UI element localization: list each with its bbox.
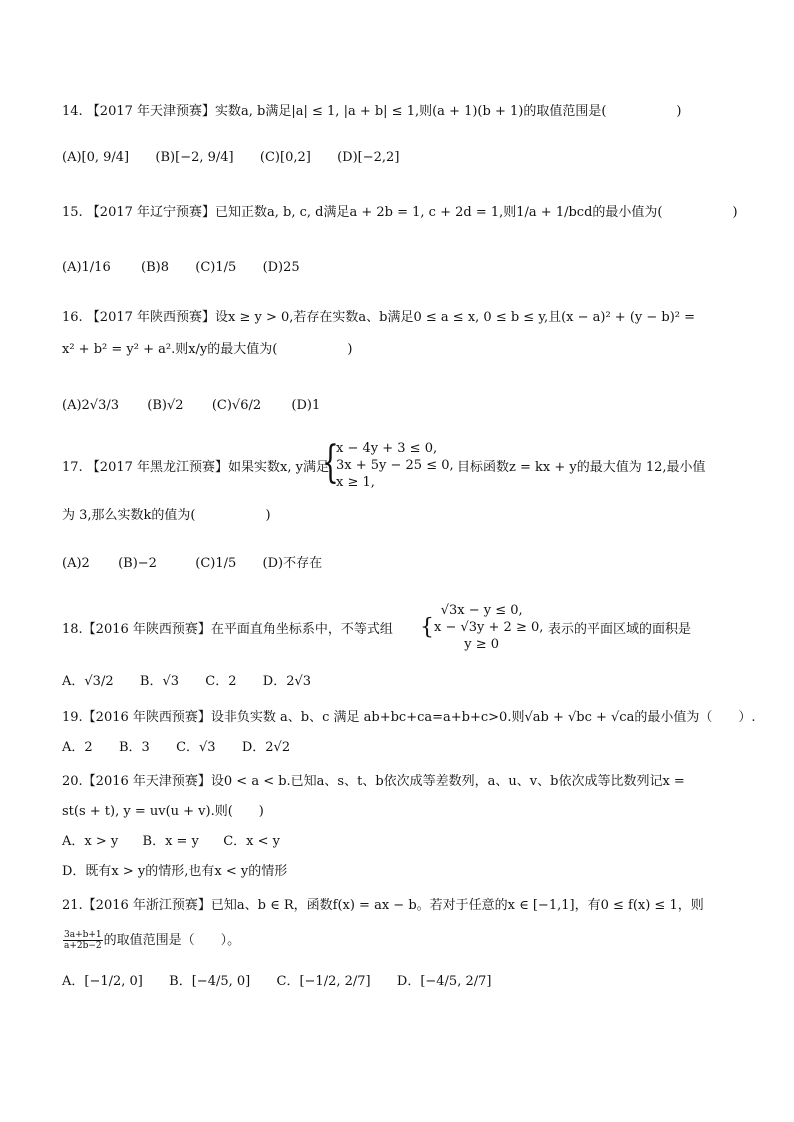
q15-option-d: (D)25 bbox=[262, 260, 300, 275]
q19-options bbox=[62, 738, 290, 758]
q15-option-b: (B)8 bbox=[141, 260, 169, 275]
q17-options bbox=[62, 554, 322, 574]
q17-brace: { bbox=[322, 437, 339, 488]
q17-constraint-3: x ≥ 1, bbox=[336, 475, 375, 490]
q17-system bbox=[336, 440, 454, 491]
q21-stem-line1: 21.【2016 年浙江预赛】已知a、b ∈ R，函数f(x) = ax − b。若对于任意的x ∈ [−1,1]，有0 ≤ f(x) ≤ 1，则 bbox=[62, 898, 704, 913]
q20-options-abc bbox=[62, 832, 280, 852]
q21-option-a: A．[−1/2, 0] bbox=[62, 974, 143, 989]
q18-options bbox=[62, 672, 311, 692]
q18-constraint-2: {x − √3y + 2 ≥ 0, bbox=[420, 615, 544, 640]
q18-option-c: C．2 bbox=[205, 674, 237, 689]
q18-option-d: D．2√3 bbox=[262, 674, 312, 689]
q17-constraint-2: 3x + 5y − 25 ≤ 0, bbox=[336, 458, 454, 473]
q19-option-b: B．3 bbox=[118, 740, 150, 755]
q19-option-c: C．√3 bbox=[176, 740, 216, 755]
q18-constraint-3: y ≥ 0 bbox=[464, 637, 500, 652]
q14-option-c: (C)[0,2] bbox=[259, 150, 311, 165]
q20-stem-line1: 20.【2016 年天津预赛】设0 < a < b.已知a、s、t、b依次成等差数列，a、u、v、b依次成等比数列记x = bbox=[62, 774, 685, 789]
q21-option-c: C．[−1/2, 2/7] bbox=[276, 974, 371, 989]
q21-option-b: B．[−4/5, 0] bbox=[169, 974, 251, 989]
q14-options bbox=[62, 148, 399, 168]
q16-option-c: (C)√6/2 bbox=[211, 398, 262, 413]
q16-stem-line1: 16. 【2017 年陕西预赛】设x ≥ y > 0,若存在实数a、b满足0 ≤ a ≤ x, 0 ≤ b ≤ y,且(x − a)² + (y − b)² = bbox=[62, 310, 696, 325]
q20-option-d: D．既有x > y的情形,也有x < y的情形 bbox=[62, 864, 288, 879]
q16-option-d: (D)1 bbox=[291, 398, 321, 413]
q18-prefix: 18.【2016 年陕西预赛】在平面直角坐标系中，不等式组 bbox=[62, 622, 393, 637]
q17-option-d: (D)不存在 bbox=[262, 556, 323, 571]
q18-option-b: B．√3 bbox=[139, 674, 179, 689]
q21-stem-line2: $\frac{3a+b+1}{a+2b-2}$ 的取值范围是（ ）。 bbox=[64, 930, 241, 951]
q16-options bbox=[62, 396, 320, 416]
q15-stem: 15. 【2017 年辽宁预赛】已知正数a, b, c, d满足a + 2b = 1, c + 2d = 1,则1/a + 1/bcd的最小值为( ) bbox=[62, 205, 738, 220]
q20-stem-line2: st(s + t), y = uv(u + v).则( ) bbox=[62, 804, 264, 819]
q14-option-d: (D)[−2,2] bbox=[337, 150, 400, 165]
q20-option-a: A．x > y bbox=[62, 834, 119, 849]
q15-option-a: (A)1/16 bbox=[62, 260, 111, 275]
q17-option-b: (B)−2 bbox=[118, 556, 157, 571]
q14-option-a: (A)[0, 9/4] bbox=[62, 150, 130, 165]
q20-option-b: B．x = y bbox=[142, 834, 199, 849]
q17-suffix: 目标函数z = kx + y的最大值为 12,最小值 bbox=[457, 460, 706, 475]
q18-constraint-1: √3x − y ≤ 0, bbox=[440, 603, 523, 618]
q14-option-b: (B)[−2, 9/4] bbox=[155, 150, 234, 165]
q17-prefix: 17. 【2017 年黑龙江预赛】如果实数x, y满足 bbox=[62, 460, 329, 475]
q21-options bbox=[62, 972, 491, 992]
q16-option-b: (B)√2 bbox=[147, 398, 184, 413]
q19-option-d: D．2√2 bbox=[241, 740, 291, 755]
q19-stem: 19.【2016 年陕西预赛】设非负实数 a、b、c 满足 ab+bc+ca=a+b+c>0.则√ab + √bc + √ca的最小值为（ ）. bbox=[62, 710, 756, 725]
q20-option-c: C．x < y bbox=[223, 834, 280, 849]
q15-options bbox=[62, 258, 300, 278]
q18-option-a: A．√3/2 bbox=[62, 674, 114, 689]
q17-option-a: (A)2 bbox=[62, 556, 90, 571]
q16-stem-line2: x² + b² = y² + a².则x/y的最大值为( ) bbox=[62, 342, 353, 357]
q21-option-d: D．[−4/5, 2/7] bbox=[396, 974, 492, 989]
q17-constraint-1: x − 4y + 3 ≤ 0, bbox=[336, 441, 438, 456]
q17-option-c: (C)1/5 bbox=[195, 556, 237, 571]
q18-suffix: 表示的平面区域的面积是 bbox=[548, 622, 692, 637]
q17-stem-line2: 为 3,那么实数k的值为( ) bbox=[62, 508, 271, 523]
q16-option-a: (A)2√3/3 bbox=[62, 398, 120, 413]
q18-system bbox=[420, 602, 543, 653]
q15-option-c: (C)1/5 bbox=[195, 260, 237, 275]
q14-stem: 14. 【2017 年天津预赛】实数a, b满足|a| ≤ 1, |a + b| ≤ 1,则(a + 1)(b + 1)的取值范围是( ) bbox=[62, 104, 682, 119]
q21-fraction: $\frac{3a+b+1}{a+2b-2}$ bbox=[64, 930, 102, 951]
q19-option-a: A．2 bbox=[62, 740, 93, 755]
